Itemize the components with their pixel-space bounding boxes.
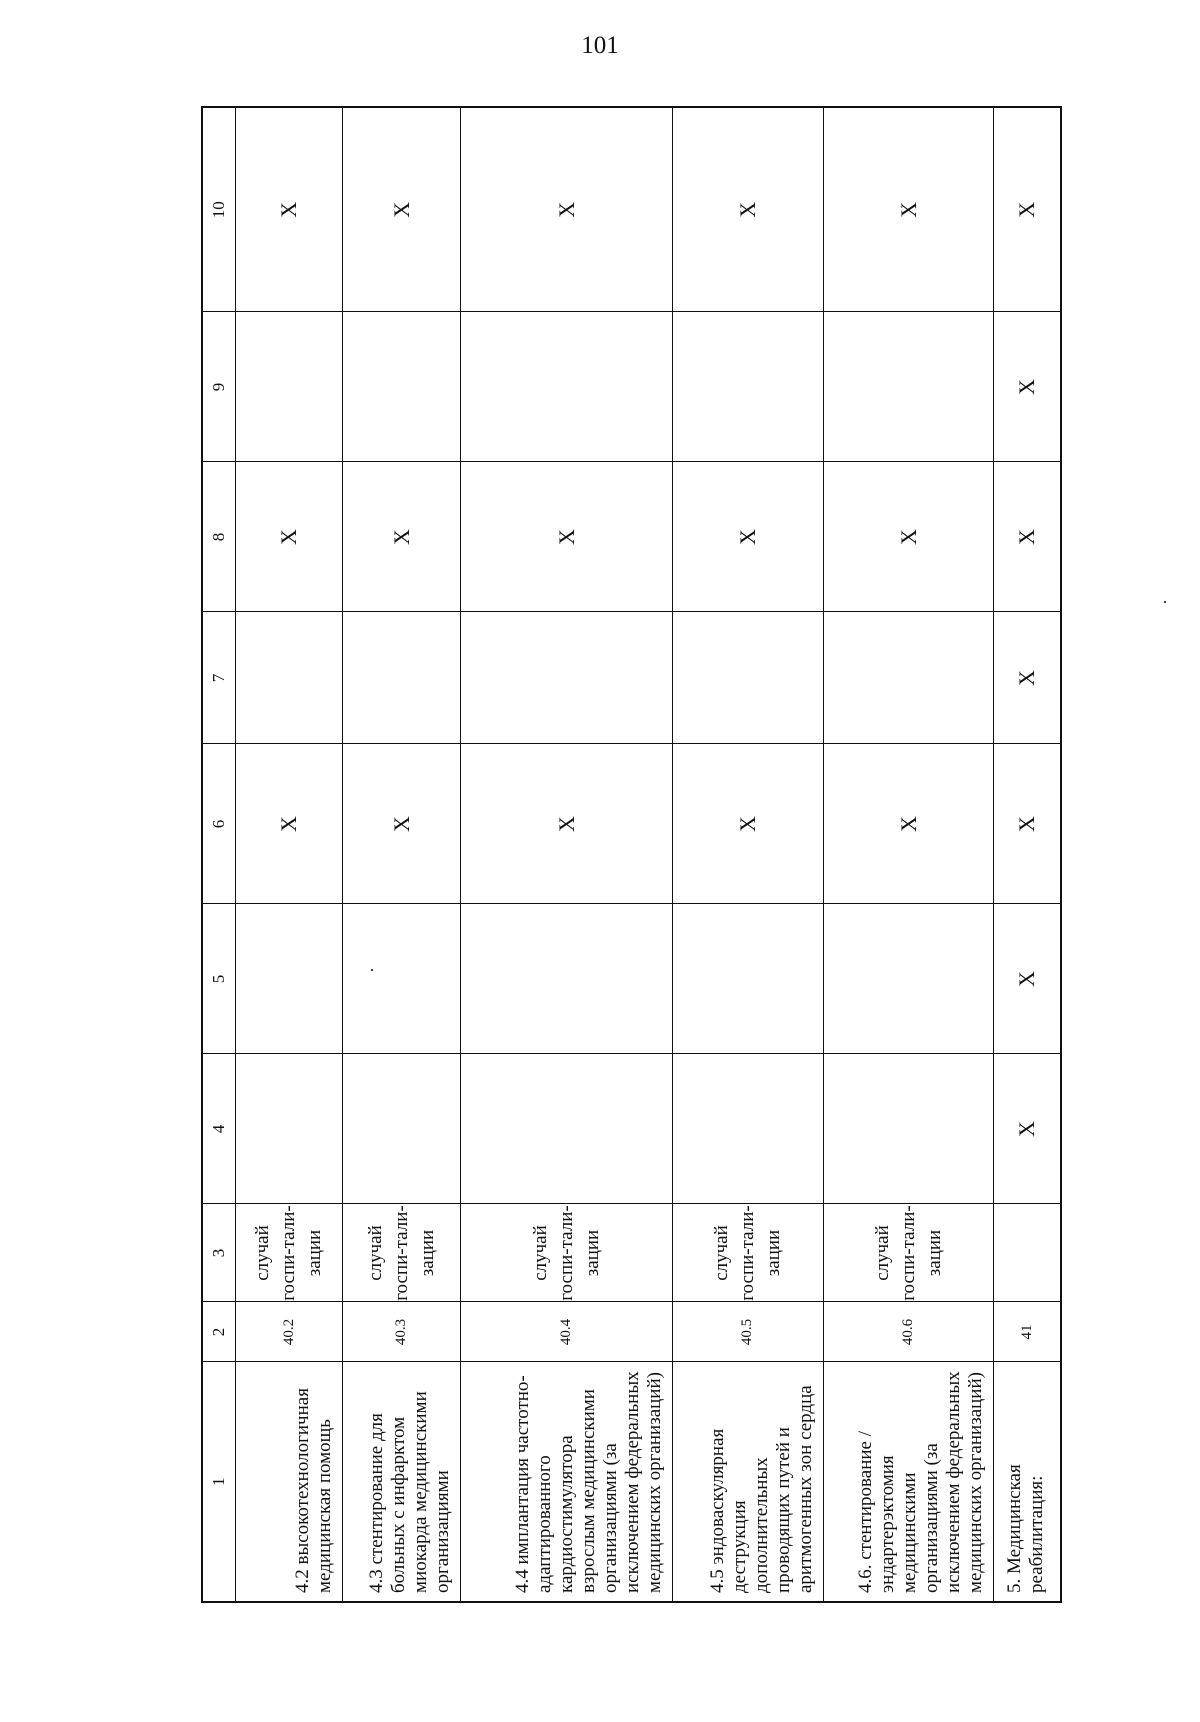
- column-header: 5: [202, 904, 236, 1054]
- row-name: 4.2 высокотехнологичная медицинская помощь: [236, 1362, 343, 1602]
- data-table: [201, 106, 1062, 1603]
- column-header: 3: [202, 1204, 236, 1302]
- cell-col10: X: [343, 107, 461, 312]
- row-code: 40.6: [823, 1302, 993, 1362]
- table-row: [823, 107, 993, 1602]
- cell-col6: X: [673, 744, 824, 904]
- cell-col10: X: [994, 107, 1061, 312]
- row-code: 41: [994, 1302, 1061, 1362]
- cell-col5: [236, 904, 343, 1054]
- cell-col9: [461, 312, 673, 462]
- cell-col8: X: [343, 462, 461, 612]
- cell-col9: [823, 312, 993, 462]
- cell-col4: [461, 1054, 673, 1204]
- header-row: [202, 107, 236, 1602]
- cell-col7: [461, 612, 673, 744]
- cell-col4: [343, 1054, 461, 1204]
- column-header: 4: [202, 1054, 236, 1204]
- cell-col8: X: [461, 462, 673, 612]
- cell-col4: [236, 1054, 343, 1204]
- row-code: 40.3: [343, 1302, 461, 1362]
- column-header: 7: [202, 612, 236, 744]
- cell-col10: X: [673, 107, 824, 312]
- row-name: 4.3 стентирование для больных с инфарктом миокарда медицинскими организациями: [343, 1362, 461, 1602]
- row-code: 40.5: [673, 1302, 824, 1362]
- row-name: 4.6. стентирование / эндартерэктомия медицинскими организациями (за исключением федеральных медицинских организаций): [823, 1362, 993, 1602]
- cell-col7: [236, 612, 343, 744]
- row-code: 40.4: [461, 1302, 673, 1362]
- column-header: 9: [202, 312, 236, 462]
- table-row: [461, 107, 673, 1602]
- cell-col9: [673, 312, 824, 462]
- cell-col7: X: [994, 612, 1061, 744]
- table-row: [673, 107, 824, 1602]
- cell-col5: [673, 904, 824, 1054]
- cell-col5: [461, 904, 673, 1054]
- cell-col7: [823, 612, 993, 744]
- column-header: 2: [202, 1302, 236, 1362]
- cell-col8: X: [236, 462, 343, 612]
- cell-col7: [343, 612, 461, 744]
- column-header: 8: [202, 462, 236, 612]
- row-code: 40.2: [236, 1302, 343, 1362]
- cell-col10: X: [236, 107, 343, 312]
- cell-col6: X: [461, 744, 673, 904]
- cell-col4: [823, 1054, 993, 1204]
- table-row: [994, 107, 1061, 1602]
- cell-col5: X: [994, 904, 1061, 1054]
- scan-speck: ·: [1162, 592, 1168, 612]
- table-row: [236, 107, 343, 1602]
- cell-col9: [343, 312, 461, 462]
- cell-col6: X: [823, 744, 993, 904]
- row-unit: случай госпи-тали-зации: [461, 1204, 673, 1302]
- row-unit: случай госпи-тали-зации: [343, 1204, 461, 1302]
- cell-col6: X: [994, 744, 1061, 904]
- cell-col8: X: [673, 462, 824, 612]
- row-unit: [994, 1204, 1061, 1302]
- row-name: 4.5 эндоваскулярная деструкция дополнительных проводящих путей и аритмогенных зон сердца: [673, 1362, 824, 1602]
- cell-col5: [343, 904, 461, 1054]
- cell-col7: [673, 612, 824, 744]
- row-unit: случай госпи-тали-зации: [236, 1204, 343, 1302]
- cell-col5: [823, 904, 993, 1054]
- cell-col9: [236, 312, 343, 462]
- table-row: [343, 107, 461, 1602]
- scan-speck: ·: [369, 960, 375, 980]
- cell-col6: X: [236, 744, 343, 904]
- cell-col4: [673, 1054, 824, 1204]
- row-name: 4.4 имплантация частотно-адаптированного кардиостимулятора взрослым медицинскими организациями (за исключением федеральных медицинских организаций): [461, 1362, 673, 1602]
- column-header: 10: [202, 107, 236, 312]
- row-name: 5. Медицинская реабилитация:: [994, 1362, 1061, 1602]
- cell-col4: X: [994, 1054, 1061, 1204]
- cell-col9: X: [994, 312, 1061, 462]
- row-unit: случай госпи-тали-зации: [823, 1204, 993, 1302]
- column-header: 6: [202, 744, 236, 904]
- page-number: 101: [581, 32, 619, 59]
- cell-col8: X: [823, 462, 993, 612]
- cell-col10: X: [823, 107, 993, 312]
- cell-col6: X: [343, 744, 461, 904]
- row-unit: случай госпи-тали-зации: [673, 1204, 824, 1302]
- cell-col8: X: [994, 462, 1061, 612]
- table-frame: [201, 108, 1062, 1603]
- cell-col10: X: [461, 107, 673, 312]
- column-header: 1: [202, 1362, 236, 1602]
